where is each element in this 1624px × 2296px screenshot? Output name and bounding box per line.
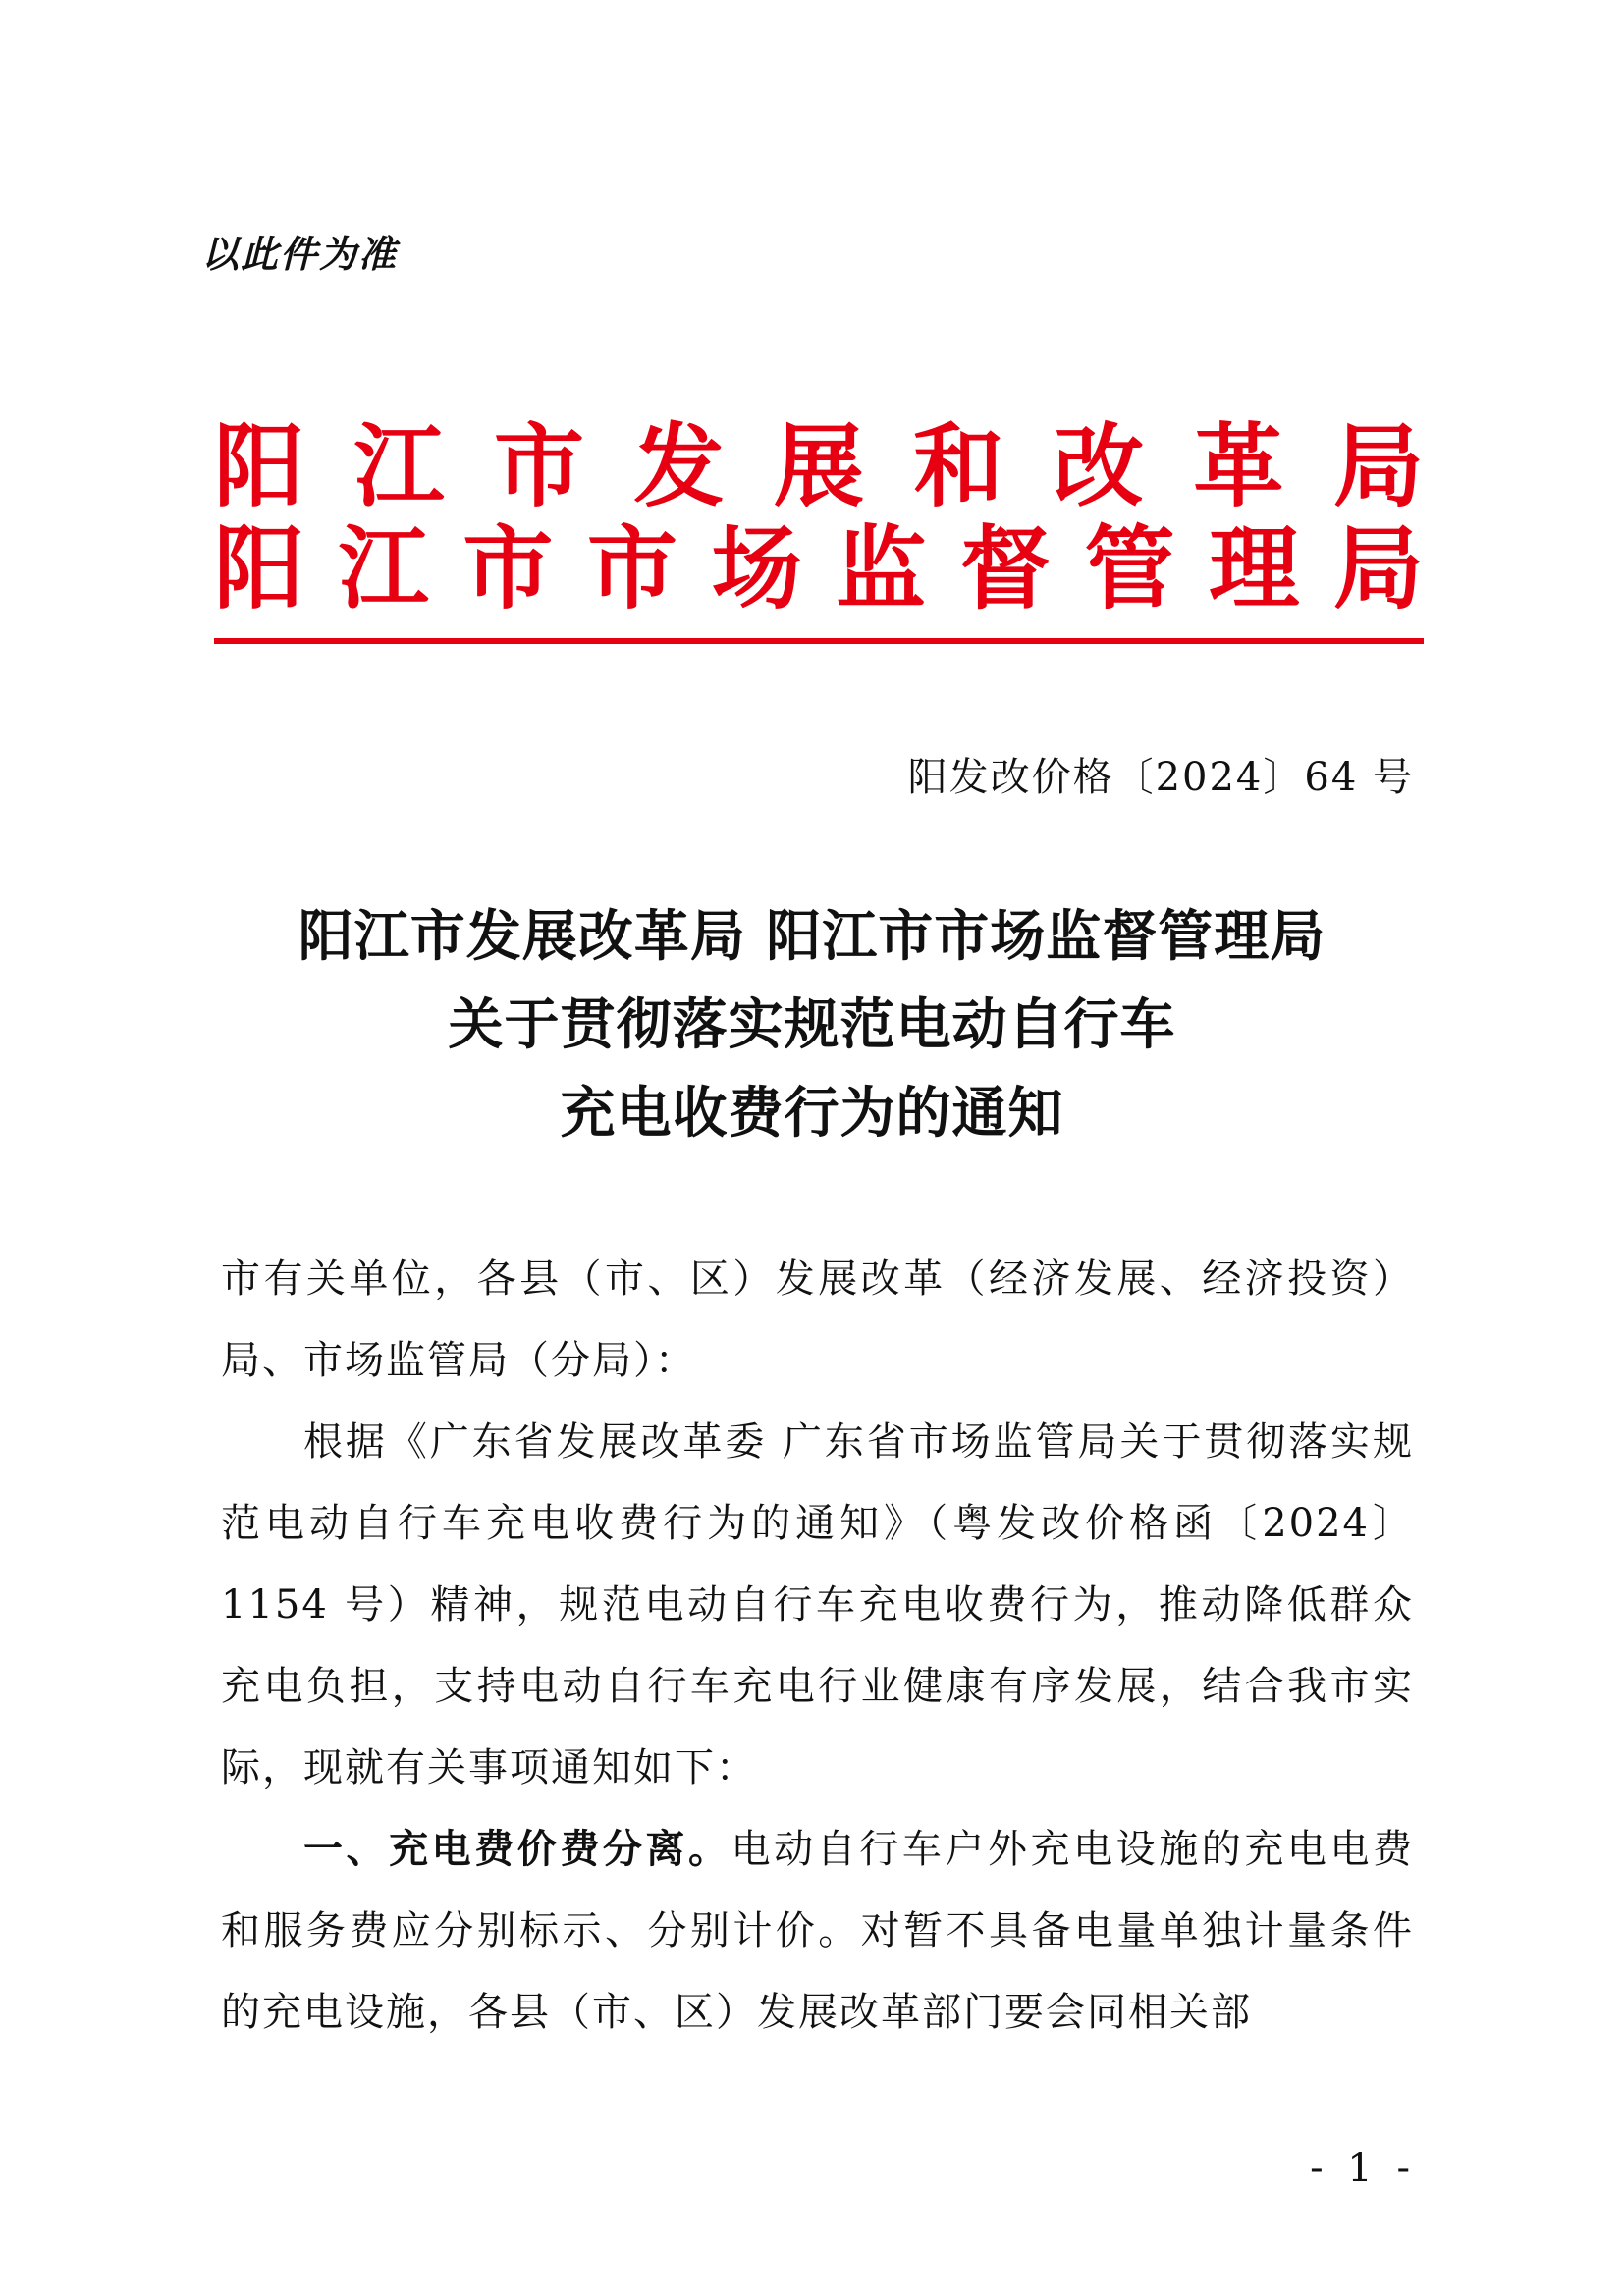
issuer-char: 市 [462, 516, 554, 621]
stamp-note: 以此件为准 [201, 233, 399, 276]
issuer-line-market-supervision [214, 518, 1424, 620]
title-line-2: 关于贯彻落实规范电动自行车 [448, 992, 1176, 1057]
issuer-line-development-reform [214, 416, 1424, 518]
issuer-char: 和 [913, 414, 1004, 519]
issuer-char: 阳 [214, 414, 305, 519]
section-1-heading: 一、充电费价费分离。 [303, 1827, 731, 1872]
issuer-char: 督 [959, 516, 1051, 621]
section-1-text: 电动自行车户外充电设施的充电电费和服务费应分别标示、分别计价。对暂不具备电量单独计量条件的充电设施，各县（市、区）发展改革部门要会同相关部 [221, 1827, 1415, 2035]
issuer-char: 监 [836, 516, 927, 621]
issuer-char: 发 [633, 414, 725, 519]
issuer-char: 管 [1084, 516, 1175, 621]
issuer-char: 江 [338, 516, 429, 621]
issuer-char: 市 [493, 414, 584, 519]
issuer-char: 改 [1053, 414, 1144, 519]
issuer-char: 局 [1332, 414, 1424, 519]
paragraph-section-1 [221, 1809, 1414, 2054]
issuer-char: 江 [353, 414, 445, 519]
issuer-char: 局 [1332, 516, 1424, 621]
paragraph-intro: 根据《广东省发展改革委 广东省市场监管局关于贯彻落实规范电动自行车充电收费行为的通知》（粤发改价格函〔2024〕1154 号）精神，规范电动自行车充电收费行为，推动降低群众充电负担，支持电动自行车充电行业健康有序发展，结合我市实际，现就有关事项通知如下： [221, 1419, 1414, 1790]
document-number: 阳发改价格〔2024〕64 号 [907, 755, 1414, 800]
issuer-char: 阳 [214, 516, 305, 621]
red-separator-line [214, 638, 1424, 644]
issuer-char: 理 [1209, 516, 1300, 621]
addressee: 市有关单位，各县（市、区）发展改革（经济发展、经济投资）局、市场监管局（分局）： [221, 1256, 1414, 1383]
title-line-3: 充电收费行为的通知 [560, 1081, 1064, 1146]
issuer-char: 展 [773, 414, 864, 519]
issuer-char: 场 [711, 516, 802, 621]
issuer-char: 市 [586, 516, 677, 621]
issuer-char: 革 [1193, 414, 1284, 519]
title-line-1: 阳江市发展改革局 阳江市市场监督管理局 [298, 904, 1326, 969]
page-number: - 1 - [1310, 2146, 1416, 2191]
